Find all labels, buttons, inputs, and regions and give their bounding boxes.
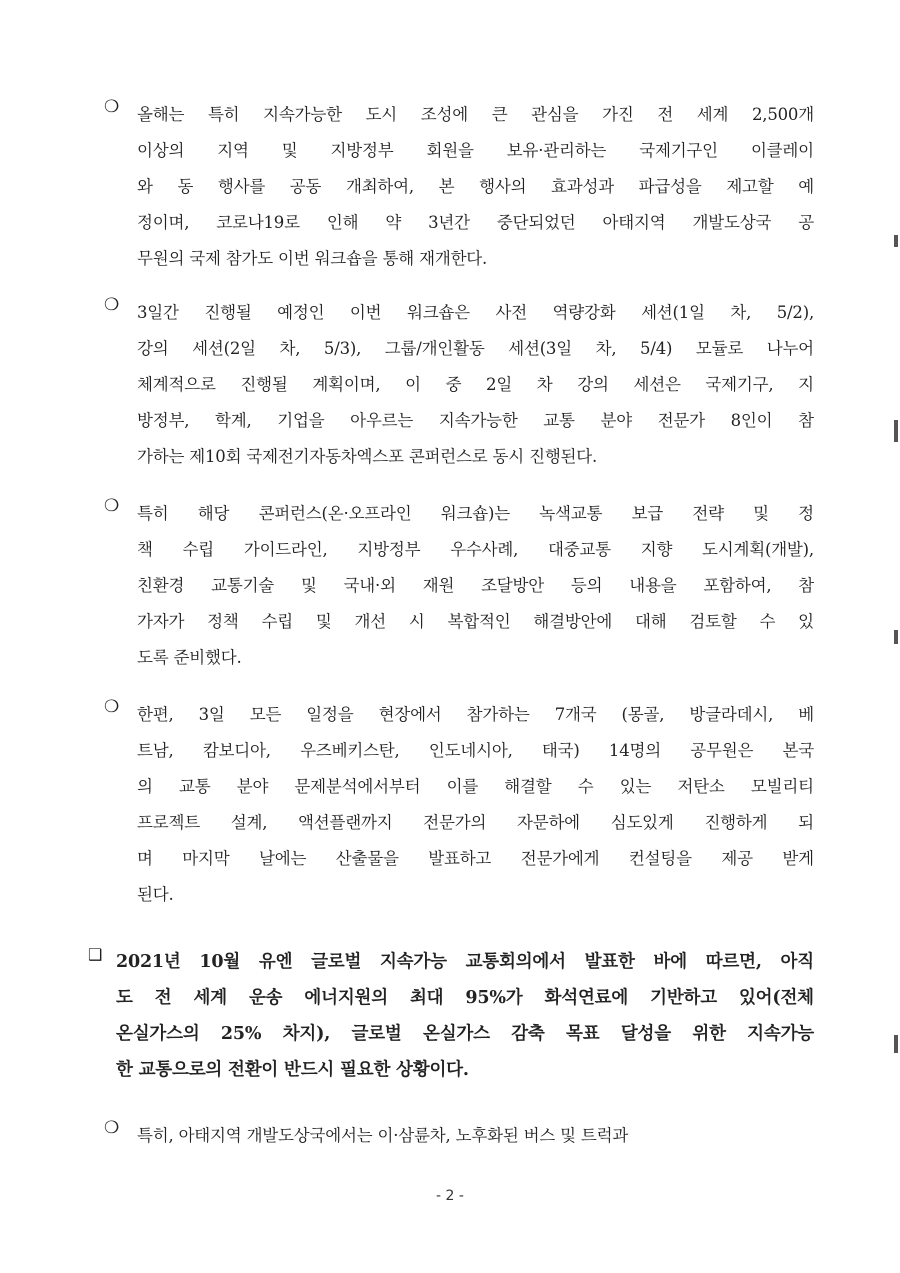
sub-paragraph <box>104 697 814 913</box>
text-line: 온실가스의 25% 차지), 글로벌 온실가스 감축 목표 달성을 위한 지속가능 <box>116 1024 814 1044</box>
sub-paragraph <box>104 1118 814 1154</box>
text-line: 한 교통으로의 전환이 반드시 필요한 상황이다. <box>116 1060 469 1080</box>
text-line: 가하는 제10회 국제전기자동차엑스포 콘퍼런스로 동시 진행된다. <box>137 447 598 466</box>
sub-paragraph <box>104 295 814 475</box>
text-line: 이상의 지역 및 지방정부 회원을 보유·관리하는 국제기구인 이클레이 <box>137 141 814 160</box>
circle-bullet-icon: ❍ <box>104 697 120 717</box>
edge-mark <box>894 420 898 442</box>
text-line: 정이며, 코로나19로 인해 약 3년간 중단되었던 아태지역 개발도상국 공 <box>137 213 814 232</box>
text-line: 된다. <box>137 885 174 904</box>
text-line: 프로젝트 설계, 액션플랜까지 전문가의 자문하에 심도있게 진행하게 되 <box>137 813 814 832</box>
text-line: 3일간 진행될 예정인 이번 워크숍은 사전 역량강화 세션(1일 차, 5/2), <box>137 303 814 322</box>
square-bullet-icon: ❑ <box>88 945 103 964</box>
text-line: 강의 세션(2일 차, 5/3), 그룹/개인활동 세션(3일 차, 5/4) 모듈로 나누어 <box>137 339 814 358</box>
page-number: - 2 - <box>436 1188 464 1204</box>
circle-bullet-icon: ❍ <box>104 295 120 315</box>
text-line: 도 전 세계 운송 에너지원의 최대 95%가 화석연료에 기반하고 있어(전체 <box>116 988 814 1008</box>
circle-bullet-icon: ❍ <box>104 97 120 117</box>
text-line: 특히 해당 콘퍼런스(온·오프라인 워크숍)는 녹색교통 보급 전략 및 정 <box>137 504 814 523</box>
text-line: 책 수립 가이드라인, 지방정부 우수사례, 대중교통 지향 도시계획(개발), <box>137 540 814 559</box>
sub-paragraph <box>104 496 814 676</box>
text-line: 특히, 아태지역 개발도상국에서는 이·삼륜차, 노후화된 버스 및 트럭과 <box>137 1126 629 1145</box>
text-line: 와 동 행사를 공동 개최하여, 본 행사의 효과성과 파급성을 제고할 예 <box>137 177 814 196</box>
text-line: 친환경 교통기술 및 국내·외 재원 조달방안 등의 내용을 포함하여, 참 <box>137 576 814 595</box>
text-line: 가자가 정책 수립 및 개선 시 복합적인 해결방안에 대해 검토할 수 있 <box>137 612 814 631</box>
circle-bullet-icon: ❍ <box>104 496 120 516</box>
edge-mark <box>894 1035 898 1053</box>
edge-mark <box>894 235 898 247</box>
text-line: 도록 준비했다. <box>137 648 242 667</box>
text-line: 올해는 특히 지속가능한 도시 조성에 큰 관심을 가진 전 세계 2,500개 <box>137 105 814 124</box>
text-line: 방정부, 학계, 기업을 아우르는 지속가능한 교통 분야 전문가 8인이 참 <box>137 411 814 430</box>
text-line: 트남, 캄보디아, 우즈베키스탄, 인도네시아, 태국) 14명의 공무원은 본국 <box>137 741 814 760</box>
circle-bullet-icon: ❍ <box>104 1118 120 1138</box>
main-paragraph <box>88 944 814 1088</box>
text-line: 며 마지막 날에는 산출물을 발표하고 전문가에게 컨설팅을 제공 받게 <box>137 849 814 868</box>
text-line: 무원의 국제 참가도 이번 워크숍을 통해 재개한다. <box>137 249 488 268</box>
text-line: 2021년 10월 유엔 글로벌 지속가능 교통회의에서 발표한 바에 따르면, 아직 <box>116 952 814 972</box>
edge-mark <box>894 630 898 644</box>
sub-paragraph <box>104 97 814 277</box>
text-line: 의 교통 분야 문제분석에서부터 이를 해결할 수 있는 저탄소 모빌리티 <box>137 777 814 796</box>
text-line: 체계적으로 진행될 계획이며, 이 중 2일 차 강의 세션은 국제기구, 지 <box>137 375 814 394</box>
text-line: 한편, 3일 모든 일정을 현장에서 참가하는 7개국 (몽골, 방글라데시, 베 <box>137 705 814 724</box>
